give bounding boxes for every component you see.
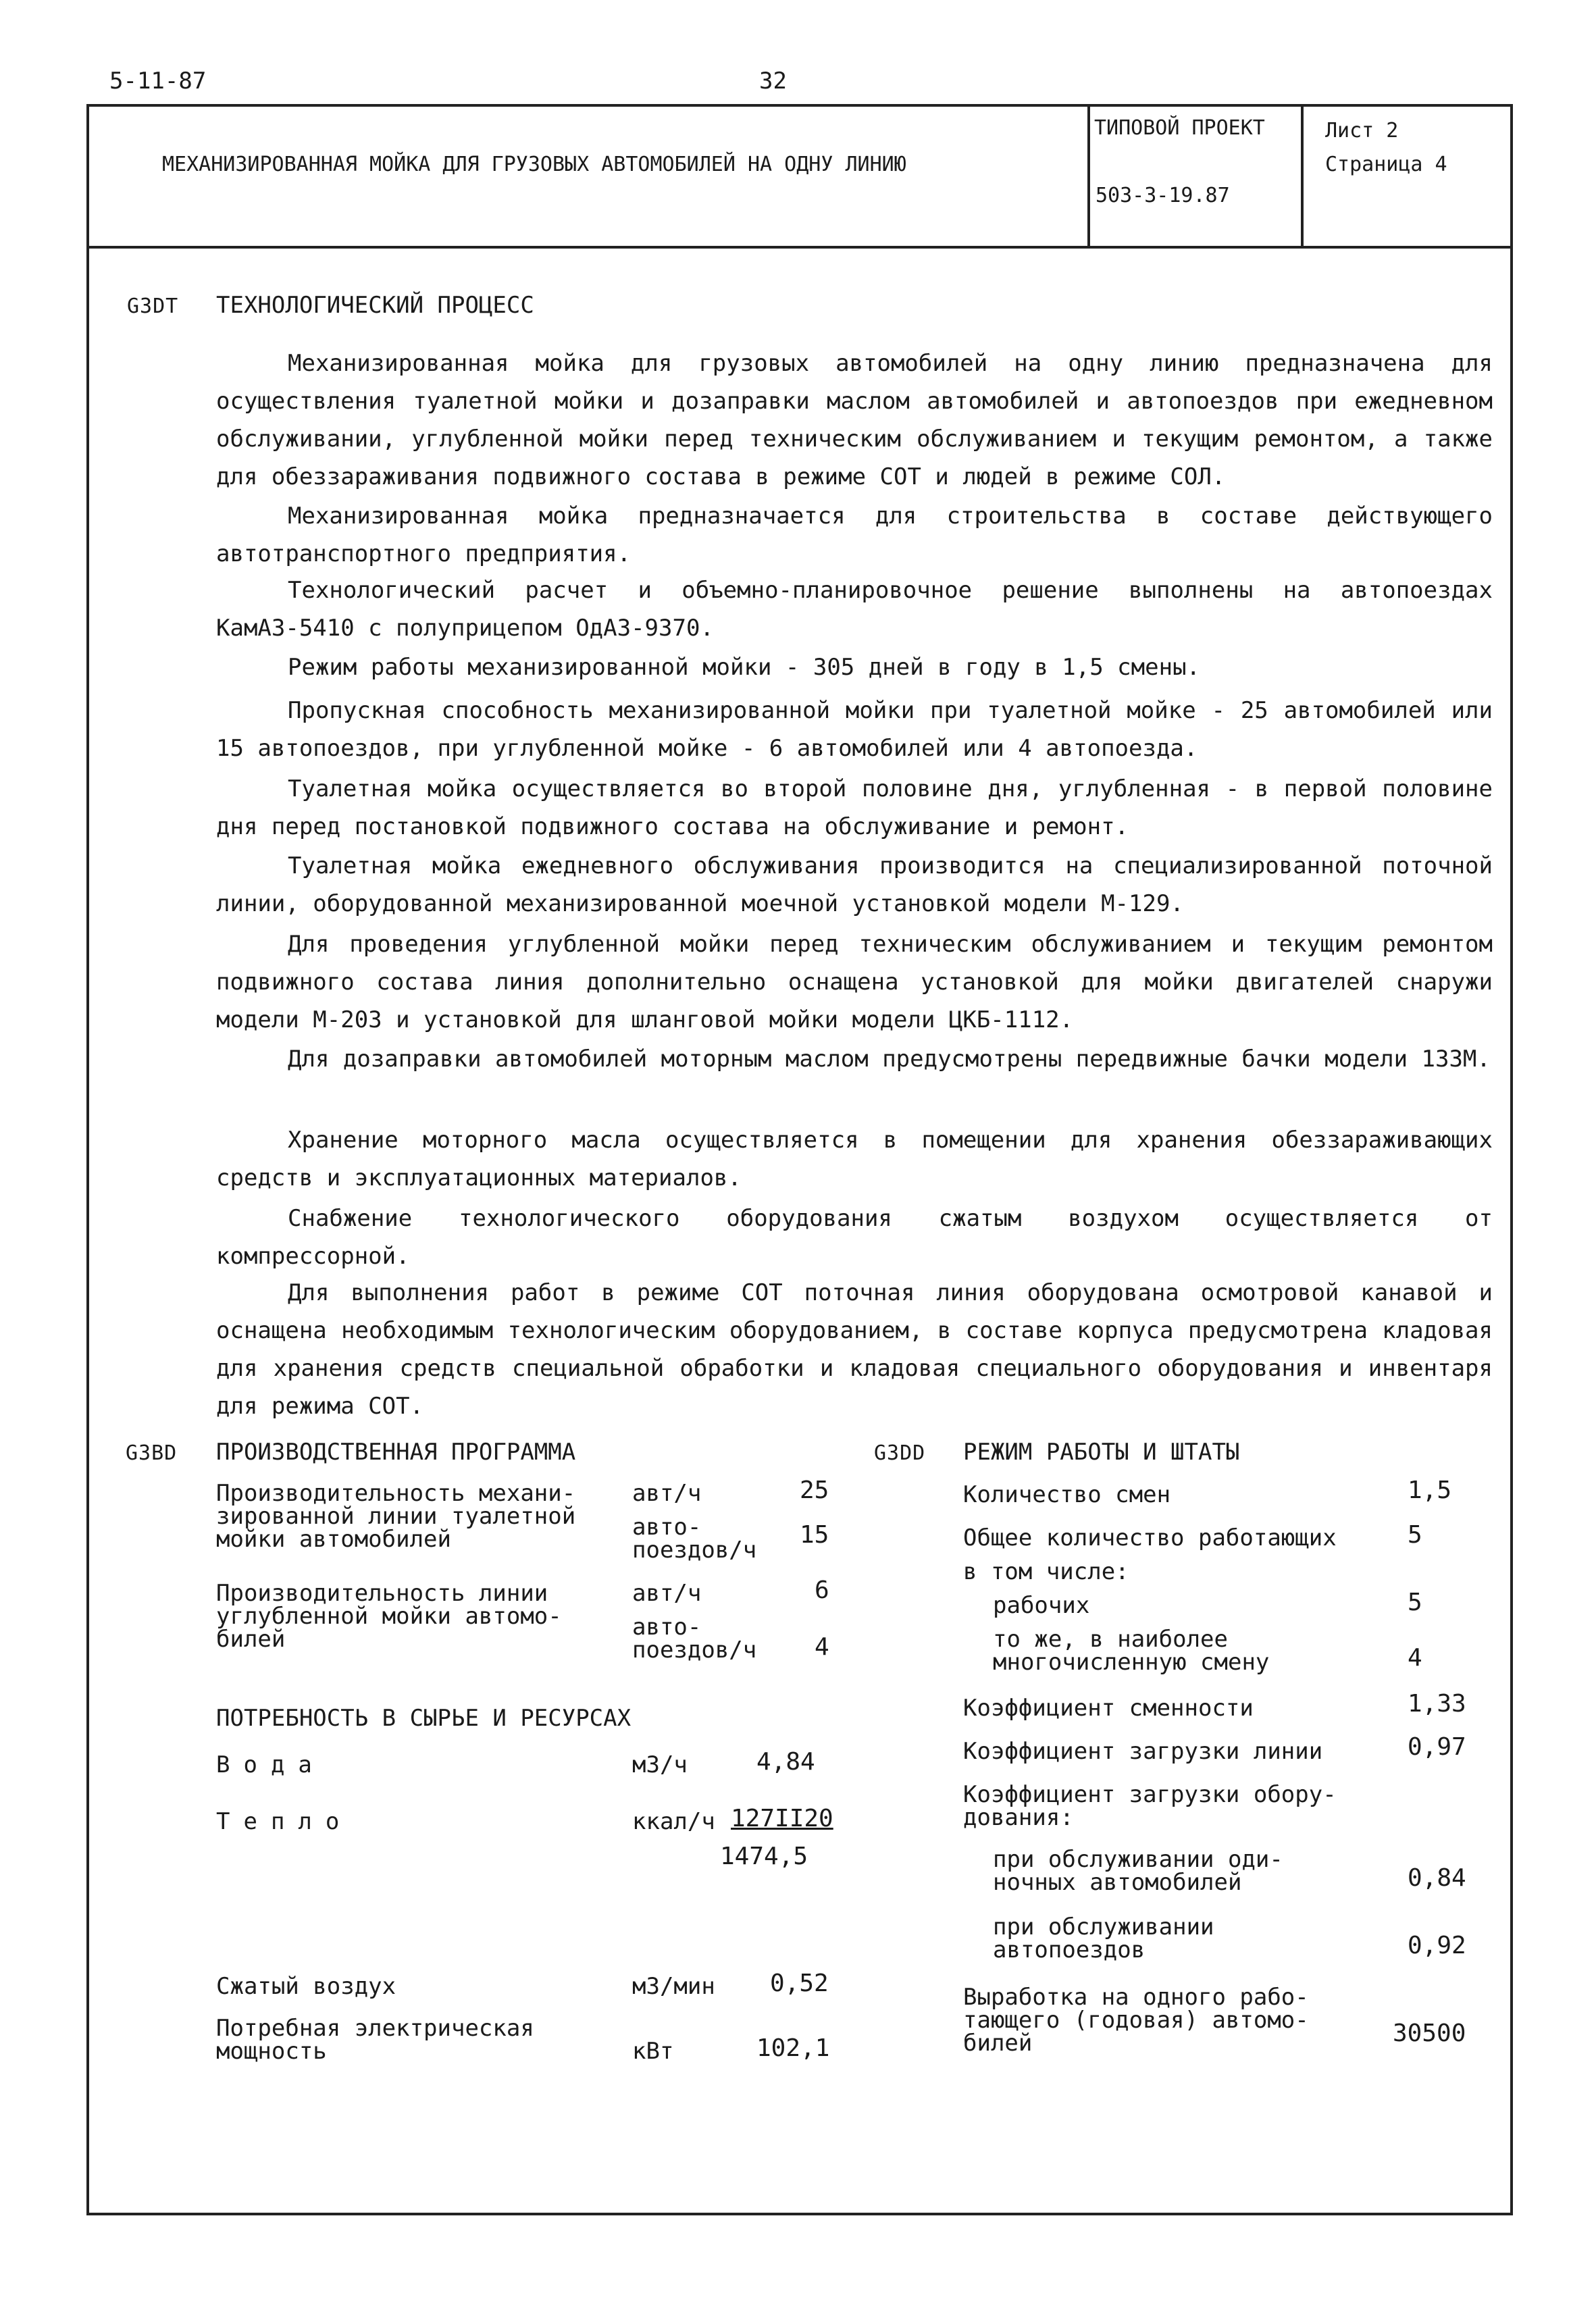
paragraph (216, 1274, 1493, 1425)
title-block-vline-2 (1301, 104, 1304, 247)
section-code-program: G3BD (126, 1441, 178, 1465)
resource-water-unit: м3/ч (632, 1751, 688, 1778)
resource-heat-unit: ккал/ч (632, 1808, 715, 1835)
section-code-process: G3DT (127, 294, 179, 318)
staff-shifts-label: Количество смен (963, 1481, 1171, 1508)
sheet-label: Лист 2 (1325, 119, 1399, 143)
paragraph-text: Механизированная мойка предназначается для строительства в составе действующего автотранспортного предприятия. (216, 503, 1493, 567)
staff-max-shift-label: многочисленную смену (993, 1649, 1270, 1676)
staff-max-shift-label: то же, в наиболее (993, 1626, 1228, 1653)
staff-total-value: 5 (1408, 1521, 1422, 1549)
program-row1-label: Производительность механи- (216, 1480, 576, 1507)
staff-workers-value: 5 (1408, 1589, 1422, 1616)
staff-train-value: 0,92 (1408, 1932, 1466, 1959)
paragraph-text: Пропускная способность механизированной мойки при туалетной мойке - 25 автомобилей или 15 автопоездов, при углубленной мойке - 6 автомобилей или 4 автопоезда. (216, 697, 1493, 762)
document-title: МЕХАНИЗИРОВАННАЯ МОЙКА ДЛЯ ГРУЗОВЫХ АВТОМОБИЛЕЙ НА ОДНУ ЛИНИЮ (162, 153, 906, 176)
staff-single-label: ночных автомобилей (993, 1869, 1242, 1896)
program-row2-label: билей (216, 1626, 286, 1653)
paragraph-text: Технологический расчет и объемно-планировочное решение выполнены на автопоездах КамАЗ-5410 с полуприцепом ОдАЗ-9370. (216, 577, 1493, 642)
resource-water-value: 4,84 (756, 1748, 815, 1776)
program-row1-unit: авто- (632, 1514, 702, 1541)
project-type: ТИПОВОЙ ПРОЕКТ (1094, 116, 1265, 140)
section-heading-program: ПРОИЗВОДСТВЕННАЯ ПРОГРАММА (216, 1439, 576, 1466)
paragraph-text: Для проведения углубленной мойки перед техническим обслуживанием и текущим ремонтом подвижного состава линия дополнительно оснащена установкой для мойки двигателей снаружи модели М-203 и установкой для шланговой мойки модели ЦКБ-1112. (216, 931, 1493, 1033)
program-row2-unit: поездов/ч (632, 1637, 757, 1664)
paragraph-text: Хранение моторного масла осуществляется в помещении для хранения обеззараживающих средств и эксплуатационных материалов. (216, 1127, 1493, 1191)
staff-single-value: 0,84 (1408, 1864, 1466, 1892)
resource-air-value: 0,52 (770, 1970, 829, 1997)
paragraph-text: Для дозаправки автомобилей моторным маслом предусмотрены передвижные бачки модели 133М. (288, 1046, 1491, 1073)
paragraph (216, 497, 1493, 573)
program-row1-value: 25 (800, 1476, 829, 1504)
program-row2-label: Производительность линии (216, 1580, 548, 1607)
document-code: 5-11-87 (109, 68, 207, 95)
staff-line-load-label: Коэффициент загрузки линии (963, 1738, 1323, 1765)
resource-heat-value: 1474,5 (720, 1843, 808, 1870)
program-row2-value: 4 (815, 1633, 829, 1661)
paragraph (216, 571, 1493, 647)
program-row1-label: зированной линии туалетной (216, 1503, 576, 1530)
page-number: 32 (759, 68, 787, 95)
staff-output-label: тающего (годовая) автомо- (963, 2007, 1309, 2034)
title-block-divider (86, 246, 1513, 249)
resource-heat-label: Тепло (216, 1808, 353, 1835)
staff-output-label: Выработка на одного рабо- (963, 1984, 1309, 2011)
section-code-staff: G3DD (874, 1441, 926, 1465)
staff-shifts-value: 1,5 (1408, 1476, 1452, 1504)
section-heading-process: ТЕХНОЛОГИЧЕСКИЙ ПРОЦЕСС (216, 292, 534, 319)
title-block-vline-1 (1087, 104, 1090, 247)
staff-train-label: при обслуживании (993, 1913, 1214, 1940)
paragraph (216, 925, 1493, 1039)
paragraph (216, 344, 1493, 496)
staff-equip-load-label: дования: (963, 1804, 1074, 1831)
section-heading-staff: РЕЖИМ РАБОТЫ И ШТАТЫ (963, 1439, 1240, 1466)
program-row2-value: 6 (815, 1576, 829, 1604)
paragraph-text: Туалетная мойка осуществляется во второй половине дня, углубленная - в первой половине дня перед постановкой подвижного состава на обслуживание и ремонт. (216, 775, 1493, 840)
paragraph-text: Снабжение технологического оборудования сжатым воздухом осуществляется от компрессорной. (216, 1205, 1493, 1270)
staff-single-label: при обслуживании оди- (993, 1846, 1283, 1873)
program-row1-unit: авт/ч (632, 1480, 702, 1507)
resource-air-label: Сжатый воздух (216, 1973, 396, 2000)
paragraph (216, 1040, 1493, 1078)
program-row1-unit: поездов/ч (632, 1537, 757, 1564)
paragraph (216, 1121, 1493, 1197)
program-row1-value: 15 (800, 1521, 829, 1549)
resource-power-value: 102,1 (756, 2034, 830, 2062)
staff-line-load-value: 0,97 (1408, 1733, 1466, 1761)
paragraph-text: Для выполнения работ в режиме СОТ поточная линия оборудована осмотровой канавой и оснащена необходимым технологическим оборудованием, в составе корпуса предусмотрена кладовая для хранения средств специальной обработки и кладовая специального оборудования и инвентаря для режима СОТ. (216, 1279, 1493, 1420)
paragraph-text: Туалетная мойка ежедневного обслуживания производится на специализированной поточной линии, оборудованной механизированной моечной установкой модели М-129. (216, 852, 1493, 917)
resource-water-label: Вода (216, 1751, 326, 1778)
program-row2-unit: авт/ч (632, 1580, 702, 1607)
resource-power-label: мощность (216, 2038, 327, 2065)
resource-air-unit: м3/мин (632, 1973, 715, 2000)
resource-heat-value: 127II20 (731, 1805, 833, 1832)
staff-max-shift-value: 4 (1408, 1644, 1422, 1672)
staff-including-label: в том числе: (963, 1558, 1129, 1585)
staff-output-label: билей (963, 2030, 1033, 2057)
program-row2-label: углубленной мойки автомо- (216, 1603, 562, 1630)
paragraph (216, 847, 1493, 923)
section-heading-resources: ПОТРЕБНОСТЬ В СЫРЬЕ И РЕСУРСАХ (216, 1705, 632, 1732)
project-number: 503-3-19.87 (1096, 184, 1230, 207)
staff-shift-coef-label: Коэффициент сменности (963, 1695, 1254, 1722)
staff-total-label: Общее количество работающих (963, 1524, 1337, 1551)
program-row2-unit: авто- (632, 1614, 702, 1641)
paragraph (216, 692, 1493, 767)
staff-shift-coef-value: 1,33 (1408, 1690, 1466, 1718)
resource-power-unit: кВт (632, 2038, 674, 2065)
staff-workers-label: рабочих (993, 1592, 1090, 1619)
staff-train-label: автопоездов (993, 1936, 1145, 1963)
paragraph (216, 648, 1493, 686)
paragraph-text: Режим работы механизированной мойки - 305 дней в году в 1,5 смены. (288, 654, 1201, 681)
resource-power-label: Потребная электрическая (216, 2015, 534, 2042)
staff-output-value: 30500 (1393, 2020, 1466, 2047)
page-label: Страница 4 (1325, 153, 1447, 176)
staff-equip-load-label: Коэффициент загрузки обору- (963, 1781, 1337, 1808)
paragraph-text: Механизированная мойка для грузовых автомобилей на одну линию предназначена для осуществления туалетной мойки и дозаправки маслом автомобилей и автопоездов при ежедневном обслуживании, углубленной мойки перед техническим обслуживанием и текущим ремонтом, а также для обеззараживания подвижного состава в режиме СОТ и людей в режиме СОЛ. (216, 350, 1493, 490)
paragraph (216, 1200, 1493, 1275)
program-row1-label: мойки автомобилей (216, 1526, 451, 1553)
paragraph (216, 770, 1493, 846)
